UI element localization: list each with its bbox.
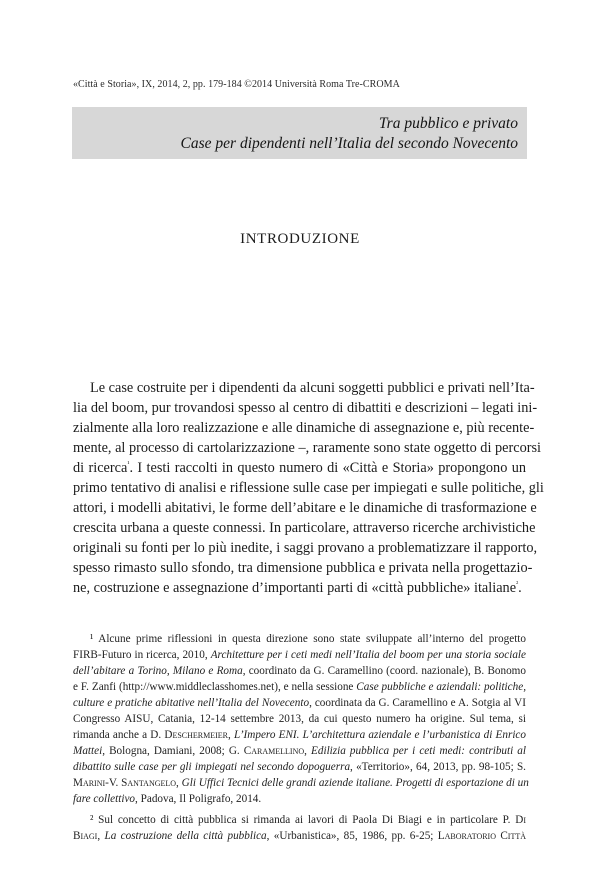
footnote-text: , Padova, Il Poligrafo, 2014. bbox=[135, 793, 262, 805]
body-line: Le case costruite per i dipendenti da alcuni soggetti pubblici e privati nell’Ita- bbox=[90, 380, 535, 396]
body-line: lia del boom, pur trovandosi spesso al centro di dibattiti e descrizioni – legati ini- bbox=[73, 400, 538, 416]
article-title-line-1: Tra pubblico e privato bbox=[378, 115, 518, 132]
footnote-ref-1: ¹ bbox=[127, 460, 130, 469]
footnote-italic: culture e pratiche abitative nell’Italia del Novecento bbox=[73, 697, 310, 709]
footnote-text: , «Urbanistica», 85, 1986, pp. 6-25; bbox=[266, 830, 438, 842]
footnote-italic: La costruzione della città pubblica bbox=[104, 830, 267, 842]
footnote-text: , bbox=[176, 777, 182, 789]
footnote-italic: Edilizia pubblica per i ceti medi: contributi al bbox=[311, 745, 526, 757]
author-name: Di bbox=[515, 814, 526, 826]
footnote-line bbox=[73, 681, 526, 693]
footnote-text: e F. Zanfi (http://www.middleclasshomes.net), e nella sessione bbox=[73, 681, 357, 693]
footnote-line bbox=[73, 830, 526, 842]
footnote-italic: Mattei bbox=[73, 745, 103, 757]
footnote-line bbox=[73, 761, 526, 773]
body-line: primo tentativo di analisi e riflessione sulle case per impiegati e sulle politiche, gli bbox=[73, 480, 544, 496]
section-heading: INTRODUZIONE bbox=[240, 231, 360, 247]
footnote-line bbox=[73, 697, 526, 709]
footnote-italic: fare collettivo bbox=[73, 793, 136, 805]
footnote-text: rimanda anche a D. bbox=[73, 729, 165, 741]
footnote-italic: Case pubbliche e aziendali: politiche, bbox=[356, 681, 526, 693]
body-line: originali su fonti per lo più inedite, i saggi provano a problematizzare il rapporto, bbox=[73, 540, 538, 556]
footnote-line: ¹ Alcune prime riflessioni in questa direzione sono state sviluppate all’interno del progetto bbox=[90, 633, 526, 645]
footnote-line bbox=[73, 793, 526, 805]
running-header-citation: «Città e Storia», IX, 2014, 2, pp. 179-184 ©2014 Università Roma Tre-CROMA bbox=[73, 79, 400, 90]
body-line: mente, al processo di cartolarizzazione –, raramente sono state oggetto di percorsi bbox=[73, 440, 542, 456]
footnote-italic: L’Impero ENI. L’architettura aziendale e l’urbanistica di Enrico bbox=[234, 729, 526, 741]
footnote-italic: Gli Uffici Tecnici delle grandi aziende italiane. Progetti di esportazione di un bbox=[181, 777, 529, 789]
footnote-text: , Bologna, Damiani, 2008; G. bbox=[102, 745, 244, 757]
footnote-italic: Architetture per i ceti medi nell’Italia del boom per una storia sociale bbox=[210, 649, 527, 661]
footnote-line bbox=[73, 745, 526, 757]
body-line: crescita urbana a queste connessi. In particolare, attraverso ricerche archivistiche bbox=[73, 520, 536, 536]
author-name: Marini bbox=[73, 777, 106, 789]
footnote-text: , bbox=[304, 745, 312, 757]
title-band bbox=[72, 107, 527, 159]
author-name: Santangelo bbox=[121, 777, 177, 789]
body-text: di ricerca bbox=[73, 460, 128, 476]
footnote-text: , bbox=[97, 830, 105, 842]
footnote-line bbox=[73, 777, 529, 789]
footnote-italic: dell’abitare a Torino, Milano e Roma bbox=[73, 665, 243, 677]
body-text: . bbox=[518, 580, 522, 596]
author-name: Deschermeier bbox=[164, 729, 229, 741]
body-text: . I testi raccolti in questo numero di «Città e Storia» propongono un bbox=[129, 460, 526, 476]
body-line bbox=[73, 460, 526, 477]
footnote-italic: dibattito sulle case per gli impiegati nel secondo dopoguerra bbox=[73, 761, 351, 773]
body-line bbox=[73, 580, 526, 597]
footnote-text: , «Territorio», 64, 2013, pp. 98-105; S. bbox=[350, 761, 526, 773]
footnote-text: , coordinato da G. Caramellino (coord. nazionale), B. Bonomo bbox=[242, 665, 526, 677]
footnote-text: ² Sul concetto di città pubblica si rimanda ai lavori di Paola Di Biagi e in particolare P. bbox=[90, 814, 516, 826]
footnote-ref-2: ² bbox=[516, 580, 519, 589]
body-line: attori, i modelli abitativi, le forme dell’abitare e le dinamiche di trasformazione e bbox=[73, 500, 537, 516]
body-text: ne, costruzione e assegnazione d’importanti parti di «città pubbliche» italiane bbox=[73, 580, 517, 596]
footnote-line bbox=[90, 814, 526, 826]
body-line: zialmente alla loro realizzazione e alle dinamiche di assegnazione e, più recente- bbox=[73, 420, 535, 436]
body-line: spesso rimasto sullo sfondo, tra dimensione pubblica e privata nella progettazio- bbox=[73, 560, 533, 576]
footnote-line bbox=[73, 729, 526, 741]
footnote-line bbox=[73, 665, 526, 677]
footnote-text: FIRB-Futuro in ricerca, 2010, bbox=[73, 649, 211, 661]
article-title-line-2: Case per dipendenti nell’Italia del secondo Novecento bbox=[180, 135, 518, 152]
author-name: Biagi bbox=[73, 830, 98, 842]
footnote-line bbox=[73, 649, 526, 661]
author-name: Laboratorio Città bbox=[437, 830, 527, 842]
author-name: Caramellino bbox=[243, 745, 305, 757]
footnote-line: Congresso AISU, Catania, 12-14 settembre 2013, da cui questo numero ha origine. Sul tema, si bbox=[73, 713, 526, 725]
footnote-text: , bbox=[228, 729, 235, 741]
footnote-text: -V. bbox=[105, 777, 122, 789]
footnote-text: , coordinata da G. Caramellino e A. Sotgia al VI bbox=[309, 697, 526, 709]
